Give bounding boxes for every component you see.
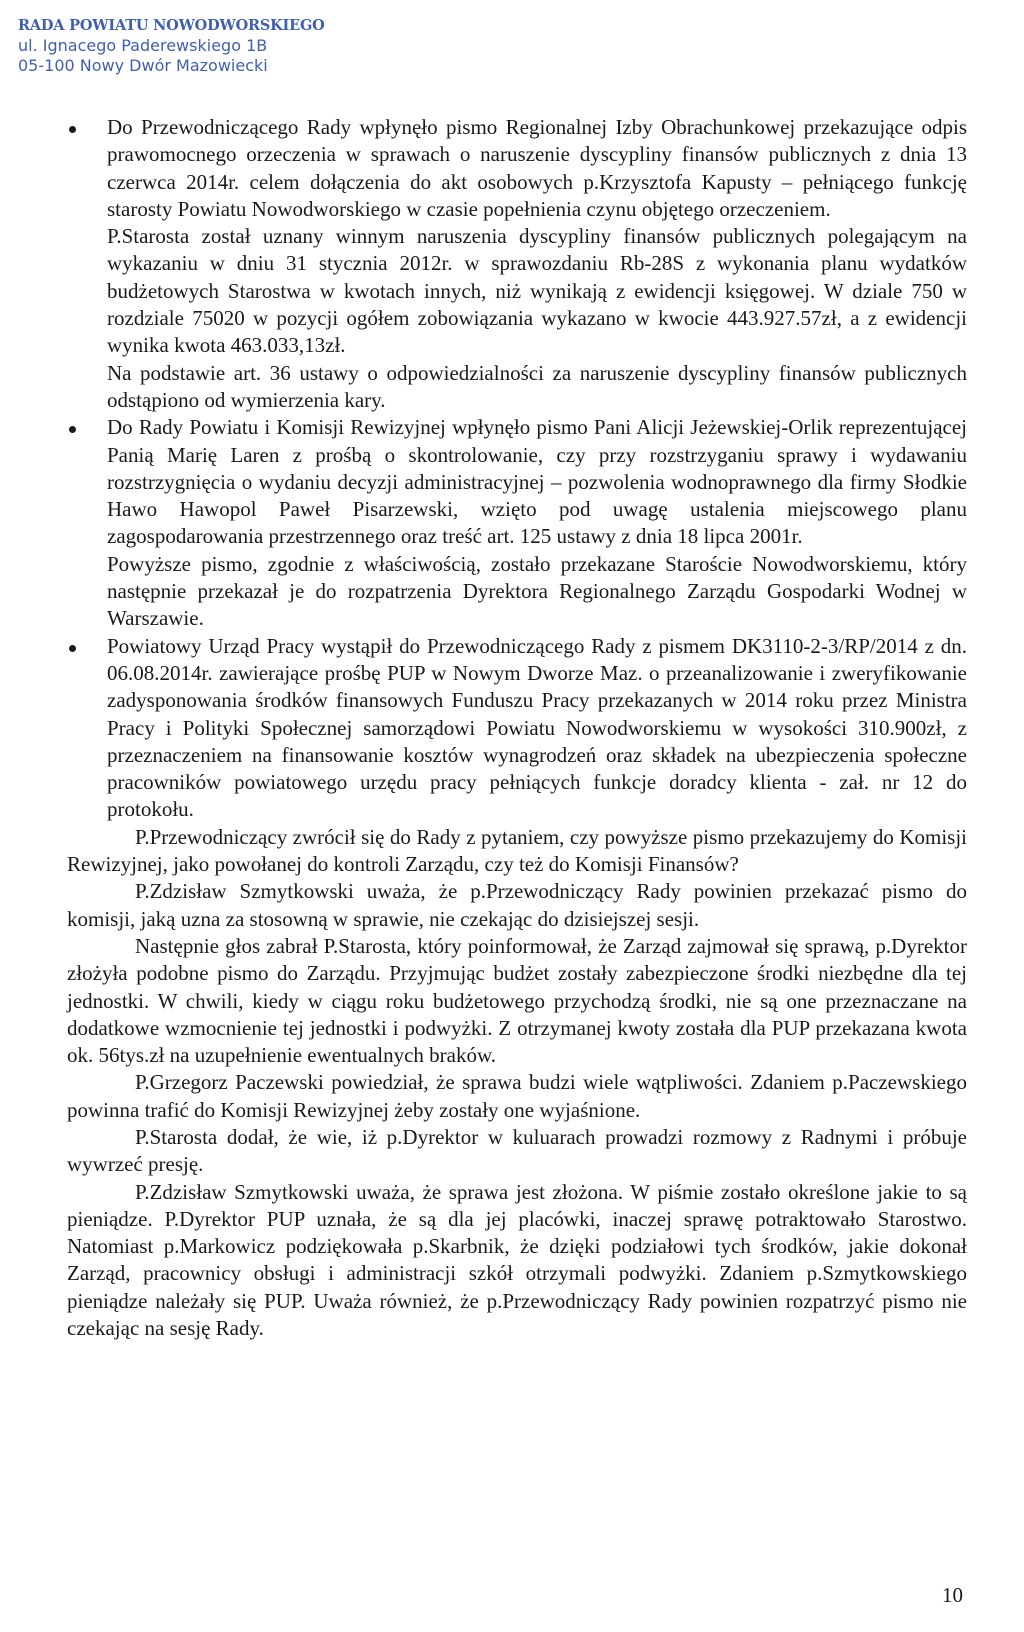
- bullet-icon: [69, 645, 76, 652]
- stamp-city: 05-100 Nowy Dwór Mazowiecki: [18, 56, 268, 75]
- bullet-item: [67, 633, 967, 824]
- bullet-item: [67, 114, 967, 414]
- bullet-item: [67, 414, 967, 632]
- stamp-organization: RADA POWIATU NOWODWORSKIEGO: [18, 17, 325, 34]
- bullet-list: [67, 114, 967, 824]
- bullet-paragraph: Powiatowy Urząd Pracy wystąpił do Przewodniczącego Rady z pismem DK3110-2-3/RP/2014 z dn. 06.08.2014r. zawierające prośbę PUP w Nowym Dworze Maz. o przeanalizowanie i zweryfikowanie zadysponowania środków finansowych Funduszu Pracy przekazanych w 2014 roku przez Ministra Pracy i Polityki Społecznej samorządowi Powiatu Nowodworskiemu w wysokości 310.900zł, z przeznaczeniem na finansowanie kosztów wynagrodzeń oraz składek na ubezpieczenia społeczne pracowników powiatowego urzędu pracy pełniących funkcje doradcy klienta - zał. nr 12 do protokołu.: [107, 633, 967, 822]
- bullet-paragraph: Do Przewodniczącego Rady wpłynęło pismo Regionalnej Izby Obrachunkowej przekazujące odpis prawomocnego orzeczenia w sprawach o naruszenie dyscypliny finansów publicznych z dnia 13 czerwca 2014r. celem dołączenia do akt osobowych p.Krzysztofa Kapusty – pełniącego funkcję starosty Powiatu Nowodworskiego w czasie popełnienia czynu objętego orzeczeniem.: [107, 115, 967, 221]
- bullet-paragraph: P.Starosta został uznany winnym naruszenia dyscypliny finansów publicznych polegającym na wykazaniu w dniu 31 stycznia 2012r. w sprawozdaniu Rb-28S z wykonania planu wydatków budżetowych Starostwa w kwotach innych, niż wynikają z ewidencji księgowej. W dziale 750 w rozdziale 75020 w pozycji ogółem zobowiązania wykazano w kwocie 443.927.57zł, a z ewidencji wynika kwota 463.033,13zł.: [107, 224, 967, 358]
- bullet-paragraph: Powyższe pismo, zgodnie z właściwością, zostało przekazane Staroście Nowodworskiemu, który następnie przekazał je do rozpatrzenia Dyrektora Regionalnego Zarządu Gospodarki Wodnej w Warszawie.: [107, 551, 967, 631]
- body-paragraph: P.Przewodniczący zwrócił się do Rady z pytaniem, czy powyższe pismo przekazujemy do Komisji Rewizyjnej, jako powołanej do kontroli Zarządu, czy też do Komisji Finansów?: [67, 824, 967, 877]
- body-paragraph: Następnie głos zabrał P.Starosta, który poinformował, że Zarząd zajmował się sprawą, p.Dyrektor złożyła podobne pismo do Zarządu. Przyjmując budżet zostały zabezpieczone środki niezbędne dla tej jednostki. W chwili, kiedy w ciągu roku budżetowego przychodzą środki, nie są one przeznaczane na dodatkowe wzmocnienie tej jednostki i podwyżki. Z otrzymanej kwoty została dla PUP przekazana kwota ok. 56tys.zł na uzupełnienie ewentualnych braków.: [67, 933, 967, 1068]
- council-stamp: [18, 16, 325, 76]
- body-paragraph: P.Zdzisław Szmytkowski uważa, że sprawa jest złożona. W piśmie zostało określone jakie to są pieniądze. P.Dyrektor PUP uznała, że są dla jej placówki, inaczej sprawę potraktowało Starostwo. Natomiast p.Markowicz podziękowała p.Skarbnik, że dzięki podziałowi tych środków, jakie dokonał Zarząd, pracownicy obsługi i administracji szkół otrzymali podwyżki. Zdaniem p.Szmytkowskiego pieniądze należały się PUP. Uważa również, że p.Przewodniczący Rady powinien rozpatrzyć pismo nie czekając na sesję Rady.: [67, 1179, 967, 1341]
- body-paragraph: P.Grzegorz Paczewski powiedział, że sprawa budzi wiele wątpliwości. Zdaniem p.Paczewskiego powinna trafić do Komisji Rewizyjnej żeby zostały one wyjaśnione.: [67, 1070, 967, 1122]
- body-paragraph: P.Zdzisław Szmytkowski uważa, że p.Przewodniczący Rady powinien przekazać pismo do komisji, jaką uzna za stosowną w sprawie, nie czekając do dzisiejszej sesji.: [67, 879, 967, 931]
- bullet-paragraph: Do Rady Powiatu i Komisji Rewizyjnej wpłynęło pismo Pani Alicji Jeżewskiej-Orlik reprezentującej Panią Marię Laren z prośbą o skontrolowanie, czy przy rozstrzyganiu sprawy i wydawaniu rozstrzygnięcia o wydaniu decyzji administracyjnej – pozwolenia wodnoprawnego dla firmy Słodkie Hawo Hawopol Paweł Pisarzewski, wzięto pod uwagę ustalenia miejscowego planu zagospodarowania przestrzennego oraz treść art. 125 ustawy z dnia 18 lipca 2001r.: [107, 415, 967, 549]
- bullet-icon: [69, 126, 76, 133]
- bullet-icon: [69, 426, 76, 433]
- bullet-paragraph: Na podstawie art. 36 ustawy o odpowiedzialności za naruszenie dyscypliny finansów publicznych odstąpiono od wymierzenia kary.: [107, 360, 967, 412]
- page-number: 10: [942, 1583, 963, 1607]
- document-body: [67, 114, 967, 1342]
- body-paragraph: P.Starosta dodał, że wie, iż p.Dyrektor w kuluarach prowadzi rozmowy z Radnymi i próbuje wywrzeć presję.: [67, 1124, 967, 1177]
- stamp-street: ul. Ignacego Paderewskiego 1B: [18, 36, 268, 55]
